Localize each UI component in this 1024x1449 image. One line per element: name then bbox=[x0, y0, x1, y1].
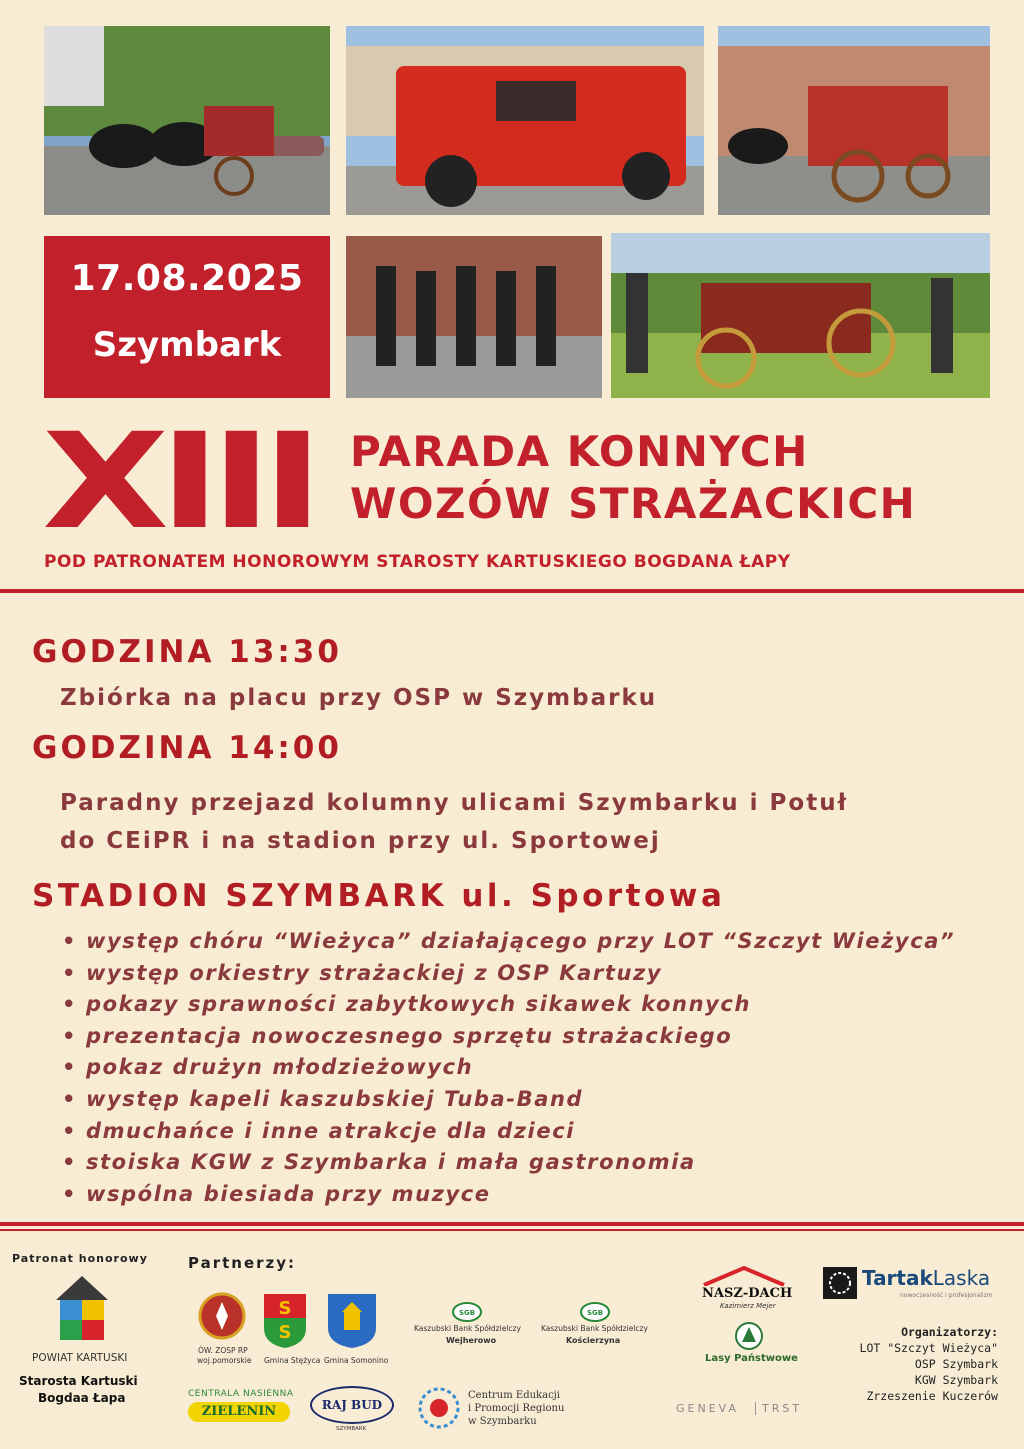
patronage-line: POD PATRONATEM HONOROWYM STAROSTY KARTUSKIEGO BOGDANA ŁAPY bbox=[44, 552, 791, 572]
list-item: • pokaz drużyn młodzieżowych bbox=[62, 1052, 955, 1084]
title-line-1: PARADA KONNYCH bbox=[350, 427, 809, 476]
zosp-label: ÓW. ZOSP RP bbox=[198, 1346, 248, 1355]
svg-text:S: S bbox=[278, 1298, 292, 1319]
roof-icon bbox=[702, 1266, 786, 1286]
trust-logo: TRST bbox=[755, 1402, 802, 1415]
stezyca-coat-icon bbox=[264, 1294, 306, 1348]
naszdach-sub: Kazimierz Mejer bbox=[720, 1302, 776, 1310]
time-desc-2-line-2: do CEiPR i na stadion przy ul. Sportowej bbox=[60, 828, 661, 854]
honorary-label: Patronat honorowy bbox=[12, 1252, 148, 1265]
powiat-label: POWIAT KARTUSKI bbox=[32, 1352, 128, 1364]
gmina-somonino-label: Gmina Somonino bbox=[324, 1356, 389, 1365]
organizer-item: KGW Szymbark bbox=[914, 1373, 998, 1387]
zosp-label-2: woj.pomorskie bbox=[197, 1356, 252, 1365]
tartak-logo bbox=[862, 1266, 990, 1290]
geneva-logo: GENEVA bbox=[676, 1402, 739, 1415]
bank1-line-1: Kaszubski Bank Spółdzielczy bbox=[414, 1324, 521, 1333]
ceipr-line-3: w Szymbarku bbox=[468, 1416, 537, 1427]
organizer-item: LOT "Szczyt Wieżyca" bbox=[859, 1341, 998, 1355]
edition-numeral: XIII bbox=[42, 405, 314, 559]
divider-bottom-thin bbox=[0, 1229, 1024, 1231]
list-item: • wspólna biesiada przy muzyce bbox=[62, 1179, 955, 1211]
ceipr-flower-icon bbox=[418, 1387, 460, 1429]
photo-horse-carriage bbox=[44, 26, 330, 215]
sgb-logo-icon bbox=[452, 1302, 482, 1322]
starosta-line-1: Starosta Kartuski bbox=[19, 1374, 138, 1388]
bank1-line-2: Wejherowo bbox=[446, 1336, 497, 1345]
zielenin-logo: ZIELENIN bbox=[188, 1402, 290, 1422]
rajbud-logo: RAJ BUD bbox=[310, 1386, 394, 1424]
svg-text:SGB: SGB bbox=[586, 1309, 604, 1317]
list-item: • prezentacja nowoczesnego sprzętu strażackiego bbox=[62, 1021, 955, 1053]
photo-red-fire-truck bbox=[346, 26, 704, 215]
tartak-word-2: Laska bbox=[932, 1266, 991, 1290]
tartak-word-1: Tartak bbox=[862, 1266, 933, 1290]
starosta-line-2: Bogdaa Łapa bbox=[38, 1391, 126, 1405]
organizer-item: OSP Szymbark bbox=[914, 1357, 998, 1371]
sgb-logo-icon-2 bbox=[580, 1302, 610, 1322]
zielenin-top: CENTRALA NASIENNA bbox=[188, 1389, 294, 1399]
list-item: • występ chóru “Wieżyca” działającego przy LOT “Szczyt Wieżyca” bbox=[62, 926, 955, 958]
list-item: • pokazy sprawności zabytkowych sikawek konnych bbox=[62, 989, 955, 1021]
photo-brass-band bbox=[346, 236, 602, 398]
title-line-2: WOZÓW STRAŻACKICH bbox=[350, 479, 917, 528]
attractions-list bbox=[62, 926, 955, 1210]
photo-historic-wagon bbox=[718, 26, 990, 215]
event-date: 17.08.2025 bbox=[70, 258, 304, 299]
stadium-heading: STADION SZYMBARK ul. Sportowa bbox=[32, 878, 726, 914]
tartak-sub: nowoczesność i profesjonalizm bbox=[900, 1292, 993, 1299]
somonino-coat-icon bbox=[328, 1294, 376, 1348]
naszdach-logo: NASZ-DACH bbox=[702, 1286, 793, 1301]
date-place-box bbox=[44, 236, 330, 398]
tartak-saw-icon bbox=[823, 1267, 857, 1299]
lasy-tree-icon bbox=[735, 1322, 763, 1350]
list-item: • dmuchańce i inne atrakcje dla dzieci bbox=[62, 1116, 955, 1148]
organizer-item: Zrzeszenie Kuczerów bbox=[866, 1389, 998, 1403]
partners-label: Partnerzy: bbox=[188, 1254, 297, 1272]
bank2-line-1: Kaszubski Bank Spółdzielczy bbox=[541, 1324, 648, 1333]
time-heading-1: GODZINA 13:30 bbox=[32, 634, 342, 670]
rajbud-sub: SZYMBARK bbox=[336, 1426, 367, 1432]
list-item: • stoiska KGW z Szymbarka i mała gastronomia bbox=[62, 1147, 955, 1179]
divider-top bbox=[0, 589, 1024, 593]
photo-fire-pump-show bbox=[611, 233, 990, 398]
ceipr-line-2: i Promocji Regionu bbox=[468, 1403, 565, 1414]
list-item: • występ orkiestry strażackiej z OSP Kartuzy bbox=[62, 958, 955, 990]
gmina-stezyca-label: Gmina Stężyca bbox=[264, 1356, 321, 1365]
page-title bbox=[350, 426, 916, 530]
event-place: Szymbark bbox=[92, 325, 282, 365]
zosp-emblem-icon bbox=[198, 1292, 246, 1340]
organizers-label: Organizatorzy: bbox=[901, 1325, 998, 1339]
bank2-line-2: Kościerzyna bbox=[566, 1336, 621, 1345]
time-heading-2: GODZINA 14:00 bbox=[32, 730, 342, 766]
list-item: • występ kapeli kaszubskiej Tuba-Band bbox=[62, 1084, 955, 1116]
time-desc-2 bbox=[60, 784, 848, 860]
divider-bottom bbox=[0, 1222, 1024, 1226]
svg-text:S: S bbox=[278, 1322, 292, 1343]
ceipr-line-1: Centrum Edukacji bbox=[468, 1390, 560, 1401]
powiat-house-icon bbox=[56, 1276, 108, 1344]
svg-text:SGB: SGB bbox=[458, 1309, 476, 1317]
time-desc-1: Zbiórka na placu przy OSP w Szymbarku bbox=[60, 685, 658, 711]
lasy-label: Lasy Państwowe bbox=[705, 1353, 798, 1364]
time-desc-2-line-1: Paradny przejazd kolumny ulicami Szymbarku i Potuł bbox=[60, 790, 849, 816]
organizers-block bbox=[860, 1324, 998, 1404]
